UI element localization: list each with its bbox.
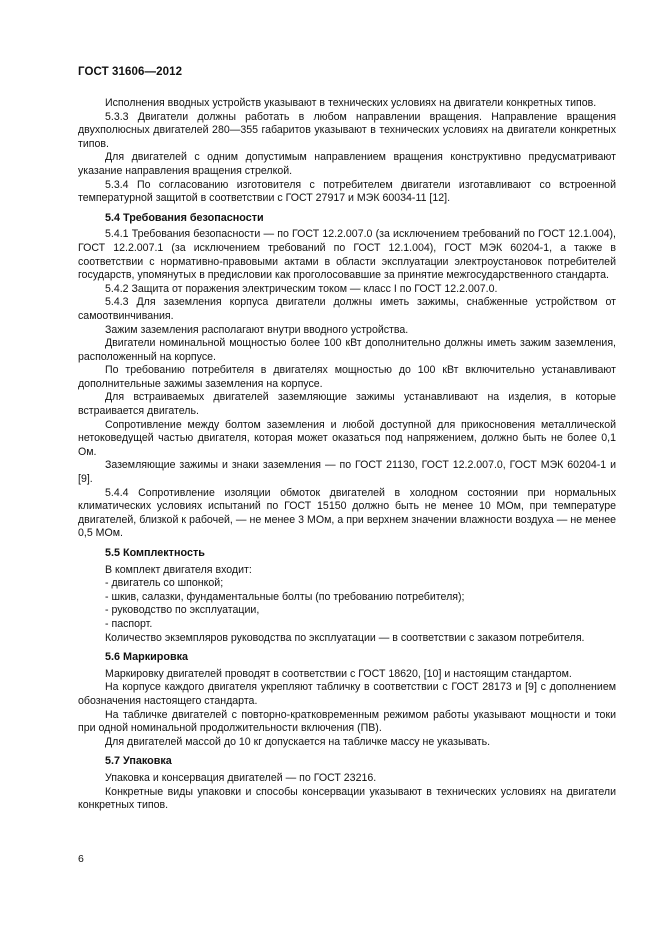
paragraph: На табличке двигателей с повторно-кратковременным режимом работы указывают мощности и токи при одной номинальной продолжительности включения (ПВ). (78, 708, 616, 735)
paragraph-5-4-1: 5.4.1 Требования безопасности — по ГОСТ 12.2.007.0 (за исключением требований по ГОСТ 12.1.004), ГОСТ 12.2.007.1 (за исключением требований по ГОСТ 12.1.004), ГОСТ МЭК 60204-1, а также в соответствии с нормативно-правовыми актами в области эксплуатации электроустановок потребителей государств, упомянутых в предисловии как проголосовавшие за принятие межгосударственного стандарта. (78, 228, 616, 282)
paragraph: Двигатели номинальной мощностью более 100 кВт дополнительно должны иметь зажим заземления, расположенный на корпусе. (78, 337, 616, 363)
list-item: - руководство по эксплуатации, (105, 604, 260, 617)
paragraph: Конкретные виды упаковки и способы консервации указывают в технических условиях на двигатели конкретных типов. (78, 785, 616, 812)
standard-header: ГОСТ 31606—2012 (78, 66, 183, 78)
paragraph-5-4-2: 5.4.2 Защита от поражения электрическим током — класс I по ГОСТ 12.2.007.0. (105, 282, 498, 295)
paragraph: Упаковка и консервация двигателей — по ГОСТ 23216. (105, 771, 377, 784)
paragraph: Заземляющие зажимы и знаки заземления — по ГОСТ 21130, ГОСТ 12.2.007.0, ГОСТ МЭК 60204-1 и [9]. (78, 459, 616, 486)
list-item: - паспорт. (105, 617, 153, 630)
section-heading-5-6: 5.6 Маркировка (105, 651, 189, 664)
paragraph-5-4-4: 5.4.4 Сопротивление изоляции обмоток двигателей в холодном состоянии при нормальных климатических условиях испытаний по ГОСТ 15150 должно быть не менее 10 МОм, при температуре двигателей, близкой к рабочей, — не менее 3 МОм, а при верхнем значении влажности воздуха — не менее 0,5 МОм. (78, 486, 616, 540)
paragraph: Для двигателей массой до 10 кг допускается на табличке массу не указывать. (105, 735, 491, 748)
paragraph: Количество экземпляров руководства по эксплуатации — в соответствии с заказом потребителя. (105, 631, 585, 644)
paragraph: Для встраиваемых двигателей заземляющие зажимы устанавливают на изделия, в которые встраивается двигатель. (78, 391, 616, 418)
paragraph: Для двигателей с одним допустимым направлением вращения конструктивно предусматривают указание направления вращения стрелкой. (78, 151, 616, 177)
paragraph: На корпусе каждого двигателя укрепляют табличку в соответствии с ГОСТ 28173 и [9] с дополнением обозначения настоящего стандарта. (78, 681, 616, 707)
paragraph: Зажим заземления располагают внутри вводного устройства. (105, 323, 409, 336)
page-number: 6 (78, 853, 84, 865)
document-body (78, 97, 616, 813)
list-item: - шкив, салазки, фундаментальные болты (по требованию потребителя); (105, 590, 465, 603)
paragraph-5-3-3: 5.3.3 Двигатели должны работать в любом направлении вращения. Направление вращения двухполюсных двигателей 280—355 габаритов указывают в технических условиях на двигатели конкретных типов. (78, 110, 616, 150)
list-item: - двигатель со шпонкой; (105, 577, 224, 590)
section-heading-5-7: 5.7 Упаковка (105, 755, 172, 768)
section-heading-5-5: 5.5 Комплектность (105, 547, 205, 559)
paragraph: Маркировку двигателей проводят в соответствии с ГОСТ 18620, [10] и настоящим стандартом. (105, 667, 572, 680)
paragraph-5-4-3: 5.4.3 Для заземления корпуса двигатели должны иметь зажимы, снабженные устройством от самоотвинчивания. (78, 296, 616, 322)
section-heading-5-4: 5.4 Требования безопасности (105, 211, 264, 224)
paragraph-5-3-4: 5.3.4 По согласованию изготовителя с потребителем двигатели изготавливают со встроенной температурной защитой в соответствии с ГОСТ 27917 и МЭК 60034-11 [12]. (78, 178, 616, 205)
paragraph: В комплект двигателя входит: (105, 563, 252, 576)
paragraph: По требованию потребителя в двигателях мощностью до 100 кВт включительно устанавливают дополнительные зажимы заземления на корпусе. (78, 364, 616, 390)
paragraph: Сопротивление между болтом заземления и любой доступной для прикосновения металлической нетоковедущей частью двигателя, которая может оказаться под напряжением, должно быть не более 0,1 Ом. (78, 418, 616, 458)
paragraph: Исполнения вводных устройств указывают в технических условиях на двигатели конкретных типов. (105, 97, 597, 109)
